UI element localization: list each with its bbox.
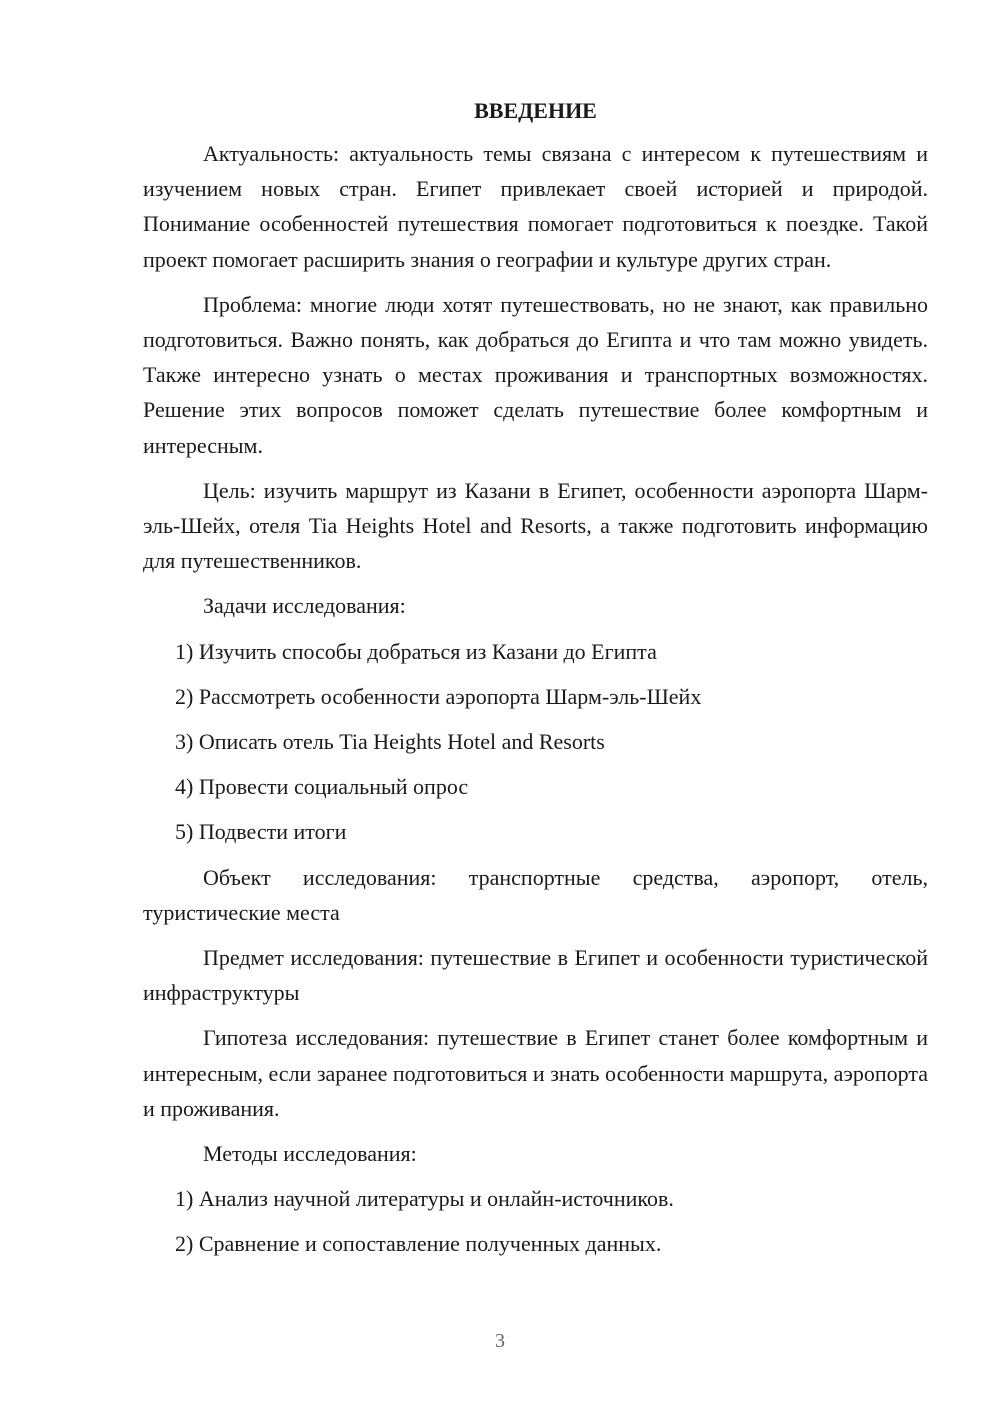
methods-list: [143, 1181, 928, 1261]
subject-paragraph: Предмет исследования: путешествие в Египет и особенности туристической инфраструктуры: [143, 945, 928, 1006]
problem-paragraph: Проблема: многие люди хотят путешествовать, но не знают, как правильно подготовиться. Важно понять, как добраться до Египта и что там можно увидеть. Также интересно узнать о местах проживания и транспортных возможностях. Решение этих вопросов поможет сделать путешествие более комфортным и интересным.: [143, 291, 928, 458]
list-item: 3) Описать отель Tia Heights Hotel and Resorts: [175, 729, 605, 755]
document-page: [143, 96, 928, 1272]
tasks-list: [143, 634, 928, 850]
list-item: 1) Изучить способы добраться из Казани до Египта: [175, 638, 657, 664]
page-number: 3: [495, 1330, 505, 1352]
hypothesis-paragraph: Гипотеза исследования: путешествие в Египет станет более комфортным и интересным, если заранее подготовиться и знать особенности маршрута, аэропорта и проживания.: [143, 1025, 928, 1121]
tasks-label: Задачи исследования:: [203, 593, 406, 619]
goal-paragraph: Цель: изучить маршрут из Казани в Египет, особенности аэропорта Шарм-эль-Шейх, отеля Tia Heights Hotel and Resorts, а также подготовить информацию для путешественников.: [143, 477, 928, 574]
object-paragraph: Объект исследования: транспортные средства, аэропорт, отель, туристические места: [143, 864, 928, 925]
page-title: ВВЕДЕНИЕ: [474, 98, 597, 123]
relevance-paragraph: Актуальность: актуальность темы связана с интересом к путешествиям и изучением новых стран. Египет привлекает своей историей и природой. Понимание особенностей путешествия помогает подготовиться к поездке. Такой проект помогает расширить знания о географии и культуре других стран.: [143, 141, 928, 272]
list-item: 2) Рассмотреть особенности аэропорта Шарм-эль-Шейх: [175, 683, 702, 709]
list-item: 1) Анализ научной литературы и онлайн-источников.: [175, 1186, 674, 1212]
methods-label: Методы исследования:: [203, 1141, 417, 1167]
list-item: 2) Сравнение и сопоставление полученных данных.: [175, 1231, 662, 1257]
list-item: 4) Провести социальный опрос: [175, 774, 469, 800]
list-item: 5) Подвести итоги: [175, 819, 347, 845]
